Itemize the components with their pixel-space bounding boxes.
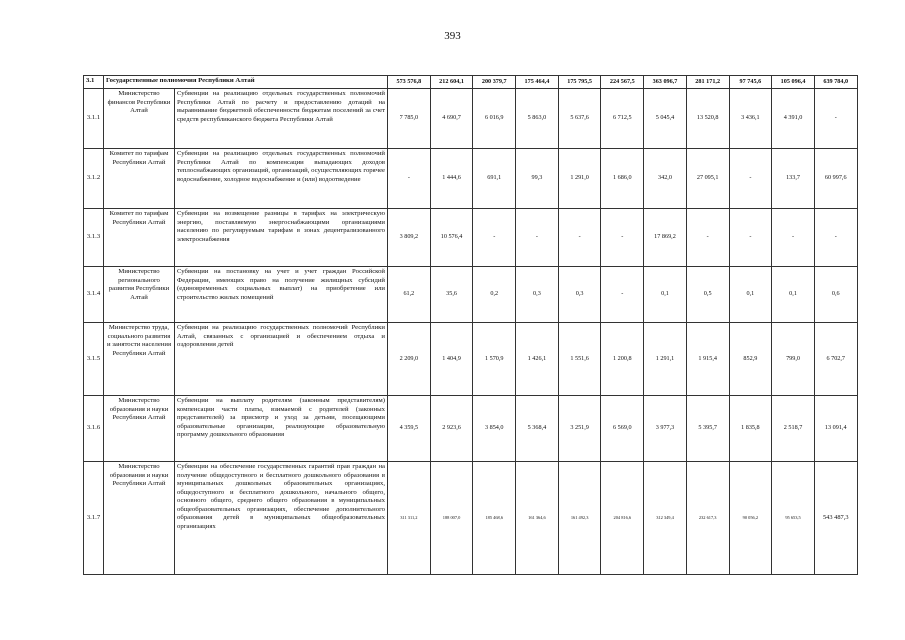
value-cell: 4 690,7	[430, 89, 473, 149]
table-row	[84, 89, 858, 149]
section-title: Государственные полномочия Республики Алтай	[104, 76, 388, 89]
value-cell: 1 291,0	[558, 149, 601, 209]
value-cell: 3 809,2	[388, 209, 431, 267]
value-cell: 13 520,8	[686, 89, 729, 149]
value-cell: 10 576,4	[430, 209, 473, 267]
value-cell: 691,1	[473, 149, 516, 209]
table-row	[84, 323, 858, 396]
value-cell: 2 209,0	[388, 323, 431, 396]
row-number: 3.1.4	[84, 267, 104, 323]
row-number: 3.1.2	[84, 149, 104, 209]
value-cell: 0,5	[686, 267, 729, 323]
value-cell: 1 291,1	[644, 323, 687, 396]
value-cell: 0,1	[772, 267, 815, 323]
value-cell: 3 977,3	[644, 396, 687, 462]
value-cell: 0,6	[814, 267, 857, 323]
value-cell: 311 311,2	[388, 462, 431, 575]
value-cell: 161 492,3	[558, 462, 601, 575]
value-cell: 799,0	[772, 323, 815, 396]
value-cell: -	[686, 209, 729, 267]
value-cell: 188 007,0	[430, 462, 473, 575]
value-cell: 1 551,6	[558, 323, 601, 396]
description-cell: Субвенции на реализацию отдельных государственных полномочий Республики Алтай по компенсации выпадающих доходов теплоснабжающих организаций, организаций, осуществляющих горячее водоснабжение, холодное водоснабжение и (или) водоотведение	[175, 149, 388, 209]
value-cell: 342,0	[644, 149, 687, 209]
executor-cell: Министерство регионального развития Республики Алтай	[104, 267, 175, 323]
section-row	[84, 76, 858, 89]
value-cell: -	[558, 209, 601, 267]
value-cell: -	[601, 209, 644, 267]
value-cell: -	[729, 209, 772, 267]
executor-cell: Комитет по тарифам Республики Алтай	[104, 209, 175, 267]
value-cell: -	[473, 209, 516, 267]
executor-cell: Министерство образования и науки Республики Алтай	[104, 396, 175, 462]
value-cell: 161 364,6	[516, 462, 559, 575]
section-value: 200 379,7	[473, 76, 516, 89]
value-cell: 5 395,7	[686, 396, 729, 462]
value-cell: 3 251,9	[558, 396, 601, 462]
value-cell: 204 816,6	[601, 462, 644, 575]
value-cell: -	[814, 209, 857, 267]
value-cell: -	[772, 209, 815, 267]
section-value: 97 745,6	[729, 76, 772, 89]
table-row	[84, 267, 858, 323]
value-cell: 1 404,9	[430, 323, 473, 396]
description-cell: Субвенции на реализацию государственных полномочий Республики Алтай, связанных с организацией и обеспечением отдыха и оздоровления детей	[175, 323, 388, 396]
value-cell: 1 444,6	[430, 149, 473, 209]
description-cell: Субвенции на выплату родителям (законным представителям) компенсации части платы, взимаемой с родителей (законных представителей) за присмотр и уход за детьми, посещающими образовательные организации, реализующие образовательную программу дошкольного образования	[175, 396, 388, 462]
table-row	[84, 396, 858, 462]
value-cell: 90 056,2	[729, 462, 772, 575]
value-cell: 0,3	[558, 267, 601, 323]
value-cell: -	[729, 149, 772, 209]
description-cell: Субвенции на постановку на учет и учет граждан Российской Федерации, имеющих право на получение жилищных субсидий (единовременных социальных выплат) на приобретение или строительство жилых помещений	[175, 267, 388, 323]
executor-cell: Министерство финансов Республики Алтай	[104, 89, 175, 149]
value-cell: 852,9	[729, 323, 772, 396]
value-cell: 95 653,5	[772, 462, 815, 575]
section-value: 212 604,1	[430, 76, 473, 89]
section-value: 105 096,4	[772, 76, 815, 89]
value-cell: 3 436,1	[729, 89, 772, 149]
value-cell: 232 617,3	[686, 462, 729, 575]
section-value: 175 795,5	[558, 76, 601, 89]
value-cell: 1 915,4	[686, 323, 729, 396]
value-cell: 5 863,0	[516, 89, 559, 149]
description-cell: Субвенции на обеспечение государственных гарантий прав граждан на получение общедоступного и бесплатного дошкольного образования в муниципальных дошкольных образовательных организациях, общедоступного и бесплатного дошкольного, начального общего, основного общего, среднего общего образования в муниципальных общеобразовательных организациях, обеспечение дополнительного образования детей в муниципальных общеобразовательных организациях	[175, 462, 388, 575]
row-number: 3.1.1	[84, 89, 104, 149]
executor-cell: Министерство образования и науки Республики Алтай	[104, 462, 175, 575]
value-cell: 6 712,5	[601, 89, 644, 149]
value-cell: -	[516, 209, 559, 267]
section-value: 281 171,2	[686, 76, 729, 89]
table-row	[84, 462, 858, 575]
value-cell: 543 487,3	[814, 462, 857, 575]
value-cell: 61,2	[388, 267, 431, 323]
row-number: 3.1.5	[84, 323, 104, 396]
description-cell: Субвенции на реализацию отдельных государственных полномочий Республики Алтай по расчету и предоставлению дотаций на выравнивание бюджетной обеспеченности бюджетам поселений за счет средств республиканского бюджета Республики Алтай	[175, 89, 388, 149]
value-cell: 1 200,8	[601, 323, 644, 396]
section-number: 3.1	[84, 76, 104, 89]
table-row	[84, 209, 858, 267]
section-value: 363 096,7	[644, 76, 687, 89]
value-cell: 7 785,0	[388, 89, 431, 149]
value-cell: 5 637,6	[558, 89, 601, 149]
value-cell: 0,2	[473, 267, 516, 323]
table-row	[84, 149, 858, 209]
value-cell: 2 923,6	[430, 396, 473, 462]
value-cell: 0,1	[644, 267, 687, 323]
value-cell: 1 835,8	[729, 396, 772, 462]
value-cell: -	[388, 149, 431, 209]
value-cell: 60 997,6	[814, 149, 857, 209]
value-cell: -	[601, 267, 644, 323]
value-cell: 1 686,0	[601, 149, 644, 209]
value-cell: 99,3	[516, 149, 559, 209]
value-cell: 6 016,9	[473, 89, 516, 149]
row-number: 3.1.7	[84, 462, 104, 575]
value-cell: -	[814, 89, 857, 149]
value-cell: 13 091,4	[814, 396, 857, 462]
value-cell: 4 391,0	[772, 89, 815, 149]
value-cell: 35,6	[430, 267, 473, 323]
description-cell: Субвенции на возмещение разницы в тарифах на электрическую энергию, поставляемую энергоснабжающими организациями населению по регулируемым тарифам в зонах децентрализованного электроснабжения	[175, 209, 388, 267]
value-cell: 312 349,4	[644, 462, 687, 575]
value-cell: 5 045,4	[644, 89, 687, 149]
value-cell: 6 702,7	[814, 323, 857, 396]
value-cell: 4 359,5	[388, 396, 431, 462]
value-cell: 1 426,1	[516, 323, 559, 396]
row-number: 3.1.3	[84, 209, 104, 267]
budget-table	[83, 75, 858, 575]
executor-cell: Министерство труда, социального развития и занятости населения Республики Алтай	[104, 323, 175, 396]
value-cell: 1 570,9	[473, 323, 516, 396]
value-cell: 2 518,7	[772, 396, 815, 462]
section-value: 639 784,0	[814, 76, 857, 89]
row-number: 3.1.6	[84, 396, 104, 462]
section-value: 224 567,5	[601, 76, 644, 89]
value-cell: 133,7	[772, 149, 815, 209]
value-cell: 5 368,4	[516, 396, 559, 462]
value-cell: 27 095,1	[686, 149, 729, 209]
section-value: 175 464,4	[516, 76, 559, 89]
value-cell: 6 569,0	[601, 396, 644, 462]
section-value: 573 576,8	[388, 76, 431, 89]
value-cell: 185 468,6	[473, 462, 516, 575]
value-cell: 3 854,0	[473, 396, 516, 462]
executor-cell: Комитет по тарифам Республики Алтай	[104, 149, 175, 209]
value-cell: 0,1	[729, 267, 772, 323]
page-number: 393	[444, 30, 461, 42]
value-cell: 17 869,2	[644, 209, 687, 267]
value-cell: 0,3	[516, 267, 559, 323]
